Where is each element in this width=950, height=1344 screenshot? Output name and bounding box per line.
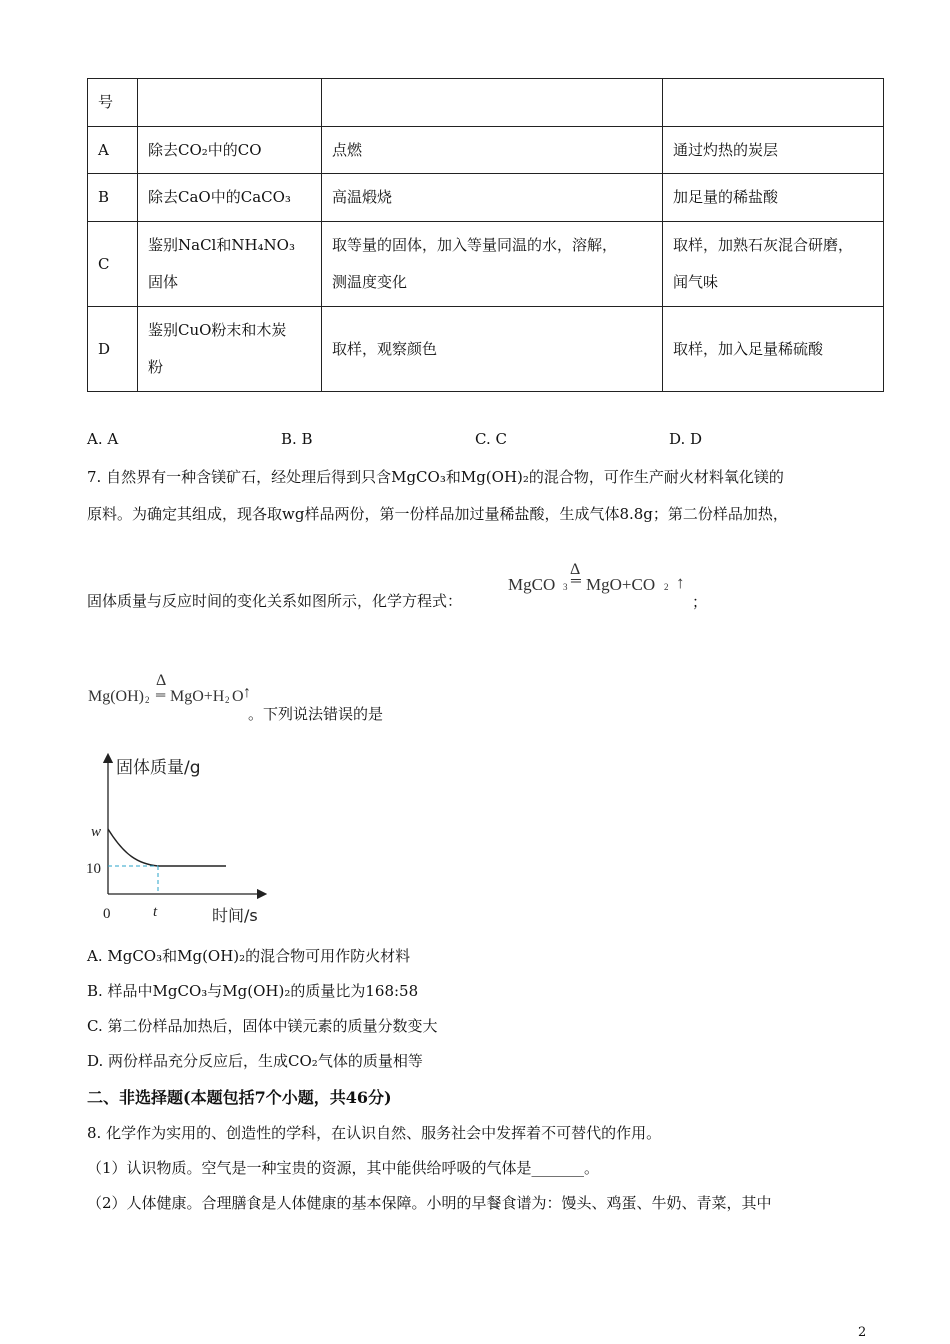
y-axis-label: 固体质量/g [116,758,201,778]
choice-d: D. D [669,430,703,448]
table-cell: 高温煅烧 [322,174,663,222]
q7-option-c: C. 第二份样品加热后，固体中镁元素的质量分数变大 [87,1017,438,1035]
eq1-sub2: 2 [664,582,669,592]
eq2-sub: 2 [145,695,150,705]
y-tick-w: w [91,824,102,840]
table-row [88,307,884,392]
table-row [88,174,884,222]
table-row [88,222,884,307]
table-cell: 点燃 [322,127,663,174]
table-cell [663,222,884,307]
q7-option-a: A. MgCO₃和Mg(OH)₂的混合物可用作防火材料 [87,947,411,965]
cell-line: 闻气味 [673,273,719,291]
q7-line-1: 7. 自然界有一种含镁矿石，经处理后得到只含MgCO₃和Mg(OH)₂的混合物，可作生产耐火材料氧化镁的 [87,468,784,486]
eq2-right: MgO+H [170,688,225,705]
eq2-arrow: ↑ [243,684,251,701]
q8-line: 8. 化学作为实用的、创造性的学科，在认识自然、服务社会中发挥着不可替代的作用。 [87,1124,662,1142]
eq1-sub: 3 [563,582,568,592]
choice-b: B. B [281,430,313,448]
eq1-left: MgCO [508,575,556,594]
q7-line-4-tail: 。下列说法错误的是 [248,705,384,723]
table-cell: 通过灼热的炭层 [663,127,884,174]
table-cell: A [88,127,138,174]
eq1-delta: Δ [570,561,581,578]
q7-line-3: 固体质量与反应时间的变化关系如图所示，化学方程式： [87,592,463,610]
table-cell [138,222,322,307]
choice-c: C. C [475,430,507,448]
table-cell: 取样，加入足量稀硫酸 [663,307,884,392]
x-tick-t: t [153,904,158,920]
table-cell: 加足量的稀盐酸 [663,174,884,222]
table-cell [663,79,884,127]
table-cell: C [88,222,138,307]
q7-option-d: D. 两份样品充分反应后，生成CO₂气体的质量相等 [87,1052,423,1070]
table-cell: 取样，观察颜色 [322,307,663,392]
table-row [88,127,884,174]
table-cell [322,79,663,127]
x-axis-label: 时间/s [212,906,258,925]
cell-line: 测温度变化 [332,273,408,291]
eq1-arrow: ↑ [676,573,685,592]
table-row [88,79,884,127]
table-cell: B [88,174,138,222]
table-cell: 号 [88,79,138,127]
cell-line: 鉴别CuO粉末和木炭 [148,321,287,339]
q7-option-b: B. 样品中MgCO₃与Mg(OH)₂的质量比为168:58 [87,982,419,1000]
table-cell: 除去CaO中的CaCO₃ [138,174,322,222]
section-heading: 二、非选择题(本题包括7个小题，共46分) [87,1088,392,1107]
q7-line-2: 原料。为确定其组成，现各取wg样品两份，第一份样品加过量稀盐酸，生成气体8.8g；第二份样品加热， [87,505,788,523]
eq2-delta: Δ [156,672,167,689]
cell-line: 取等量的固体，加入等量同温的水，溶解， [332,236,618,254]
eq1-equals-sign: ═ [571,574,581,589]
options-table [87,78,884,392]
table-cell: 除去CO₂中的CO [138,127,322,174]
eq2-o: O [232,688,244,705]
cell-line: 粉 [148,358,164,376]
table-cell [322,222,663,307]
page-number: 2 [858,1325,867,1340]
table-cell [138,79,322,127]
q8-part-2: （2）人体健康。合理膳食是人体健康的基本保障。小明的早餐食谱为：馒头、鸡蛋、牛奶、青菜，其中 [87,1194,772,1212]
cell-line: 取样，加熟石灰混合研磨， [673,236,854,254]
table-cell: D [88,307,138,392]
eq2-left: Mg(OH) [88,688,144,705]
eq2-sub2: 2 [225,695,230,705]
cell-line: 鉴别NaCl和NH₄NO₃ [148,236,295,254]
eq2-equals-sign: ═ [156,687,166,702]
eq1-semicolon: ； [692,593,708,611]
eq1-right: MgO+CO [586,575,656,594]
cell-line: 固体 [148,273,179,291]
mass-time-chart [84,752,284,930]
y-tick-10: 10 [86,861,101,877]
series-line [108,829,158,866]
table-cell [138,307,322,392]
q8-part-1: （1）认识物质。空气是一种宝贵的资源，其中能供给呼吸的气体是_______。 [87,1159,600,1177]
choice-a: A. A [87,430,119,448]
x-tick-0: 0 [103,906,111,922]
